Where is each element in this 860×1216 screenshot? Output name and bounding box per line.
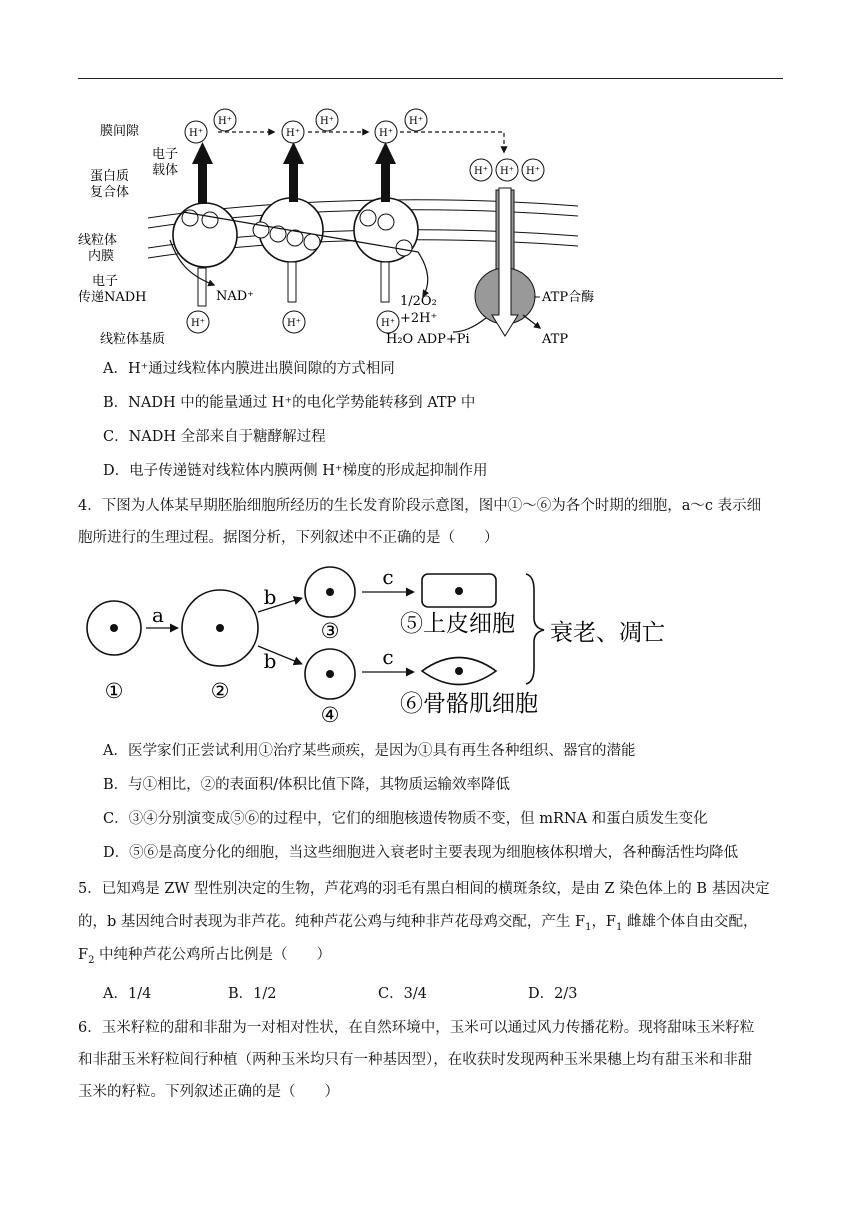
label-fate: 衰老、凋亡 bbox=[550, 620, 665, 646]
q3-option-a[interactable]: A．H⁺通过线粒体内膜进出膜间隙的方式相同 bbox=[103, 361, 395, 377]
q4-option-c[interactable]: C．③④分别演变成⑤⑥的过程中，它们的细胞核遗传物质不变，但 mRNA 和蛋白质发生变化 bbox=[103, 811, 708, 827]
svg-text:H⁺: H⁺ bbox=[189, 128, 203, 139]
q3-option-b[interactable]: B．NADH 中的能量通过 H⁺的电化学势能转移到 ATP 中 bbox=[103, 395, 476, 411]
svg-text:H⁺: H⁺ bbox=[320, 116, 334, 127]
q5-option-a[interactable]: A．1/4 bbox=[103, 986, 152, 1002]
svg-text:1/2O₂: 1/2O₂ bbox=[400, 294, 437, 309]
q5-option-d[interactable]: D．2/3 bbox=[528, 986, 578, 1002]
svg-text:H₂O ADP+Pi: H₂O ADP+Pi bbox=[386, 332, 470, 347]
svg-text:电子: 电子 bbox=[92, 274, 119, 289]
svg-text:H⁺: H⁺ bbox=[218, 116, 232, 127]
svg-text:H⁺: H⁺ bbox=[286, 128, 300, 139]
svg-text:电子: 电子 bbox=[152, 147, 179, 162]
svg-text:+2H⁺: +2H⁺ bbox=[400, 311, 438, 326]
svg-text:ATP合酶: ATP合酶 bbox=[542, 290, 595, 305]
label-epithelial: ⑤上皮细胞 bbox=[400, 611, 515, 637]
svg-text:复合体: 复合体 bbox=[90, 185, 130, 200]
svg-text:③: ③ bbox=[320, 619, 340, 643]
svg-text:b: b bbox=[263, 585, 277, 609]
svg-text:线粒体: 线粒体 bbox=[78, 233, 118, 248]
svg-text:a: a bbox=[152, 603, 164, 627]
q6-stem-line2: 和非甜玉米籽粒间行种植（两种玉米均只有一种基因型），在收获时发现两种玉米果穗上均有甜玉米和非甜 bbox=[78, 1052, 753, 1068]
cell-development-figure bbox=[78, 560, 698, 725]
svg-text:蛋白质: 蛋白质 bbox=[90, 169, 130, 184]
q4-stem-line1: 4．下图为人体某早期胚胎细胞所经历的生长发育阶段示意图，图中①～⑥为各个时期的细胞，a～c 表示细 bbox=[78, 498, 762, 514]
svg-text:H⁺: H⁺ bbox=[500, 166, 514, 177]
svg-text:c: c bbox=[382, 565, 394, 589]
svg-text:H⁺: H⁺ bbox=[191, 318, 205, 329]
q4-option-b[interactable]: B．与①相比，②的表面积/体积比值下降，其物质运输效率降低 bbox=[103, 777, 511, 793]
svg-text:传递NADH: 传递NADH bbox=[78, 290, 147, 305]
proton-pump-arrows bbox=[192, 142, 396, 204]
q5-stem-line2: 的，b 基因纯合时表现为非芦花。纯种芦花公鸡与纯种非芦花母鸡交配，产生 $F_1$，$F_1$ 雌雄个体自由交配， bbox=[78, 914, 758, 933]
svg-text:载体: 载体 bbox=[152, 163, 179, 178]
q3-option-c[interactable]: C．NADH 全部来自于糖酵解过程 bbox=[103, 429, 326, 445]
electron-transport-figure bbox=[78, 100, 598, 350]
q5-option-b[interactable]: B．1/2 bbox=[228, 986, 277, 1002]
svg-text:④: ④ bbox=[320, 703, 340, 725]
svg-text:H⁺: H⁺ bbox=[379, 128, 393, 139]
svg-text:H⁺: H⁺ bbox=[409, 116, 423, 127]
svg-text:b: b bbox=[263, 649, 277, 673]
svg-text:②: ② bbox=[210, 679, 230, 703]
svg-text:内膜: 内膜 bbox=[88, 249, 115, 264]
q6-stem-line1: 6．玉米籽粒的甜和非甜为一对相对性状，在自然环境中，玉米可以通过风力传播花粉。现将甜味玉米籽粒 bbox=[78, 1020, 755, 1036]
svg-text:H⁺: H⁺ bbox=[526, 166, 540, 177]
label-intermembrane: 膜间隙 bbox=[100, 124, 140, 139]
svg-text:c: c bbox=[382, 645, 394, 669]
atp-synthase bbox=[475, 188, 535, 336]
q4-option-d[interactable]: D．⑤⑥是高度分化的细胞，当这些细胞进入衰老时主要表现为细胞核体积增大，各种酶活性均降低 bbox=[103, 845, 739, 861]
svg-text:NAD⁺: NAD⁺ bbox=[216, 289, 255, 304]
protein-complex-1 bbox=[173, 203, 237, 267]
svg-text:①: ① bbox=[104, 679, 124, 703]
svg-text:H⁺: H⁺ bbox=[474, 166, 488, 177]
svg-text:H⁺: H⁺ bbox=[381, 318, 395, 329]
label-skeletal-muscle: ⑥骨骼肌细胞 bbox=[400, 691, 538, 717]
q6-stem-line3: 玉米的籽粒。下列叙述正确的是（ ） bbox=[78, 1084, 339, 1100]
q5-stem-line3: $F_2$ 中纯种芦花公鸡所占比例是（ ） bbox=[78, 947, 332, 966]
q5-option-c[interactable]: C．3/4 bbox=[378, 986, 427, 1002]
q4-stem-line2: 胞所进行的生理过程。据图分析，下列叙述中不正确的是（ ） bbox=[78, 530, 499, 546]
svg-text:ATP: ATP bbox=[542, 332, 569, 347]
q5-stem-line1: 5．已知鸡是 ZW 型性别决定的生物，芦花鸡的羽毛有黑白相间的横斑条纹，是由 Z 染色体上的 B 基因决定 bbox=[78, 881, 770, 897]
label-matrix: 线粒体基质 bbox=[100, 332, 166, 347]
header-rule bbox=[78, 78, 783, 79]
q4-option-a[interactable]: A．医学家们正尝试利用①治疗某些顽疾，是因为①具有再生各种组织、器官的潜能 bbox=[103, 743, 636, 759]
q3-option-d[interactable]: D．电子传递链对线粒体内膜两侧 H⁺梯度的形成起抑制作用 bbox=[103, 463, 488, 479]
svg-text:H⁺: H⁺ bbox=[287, 318, 301, 329]
q5-options bbox=[103, 982, 743, 1002]
